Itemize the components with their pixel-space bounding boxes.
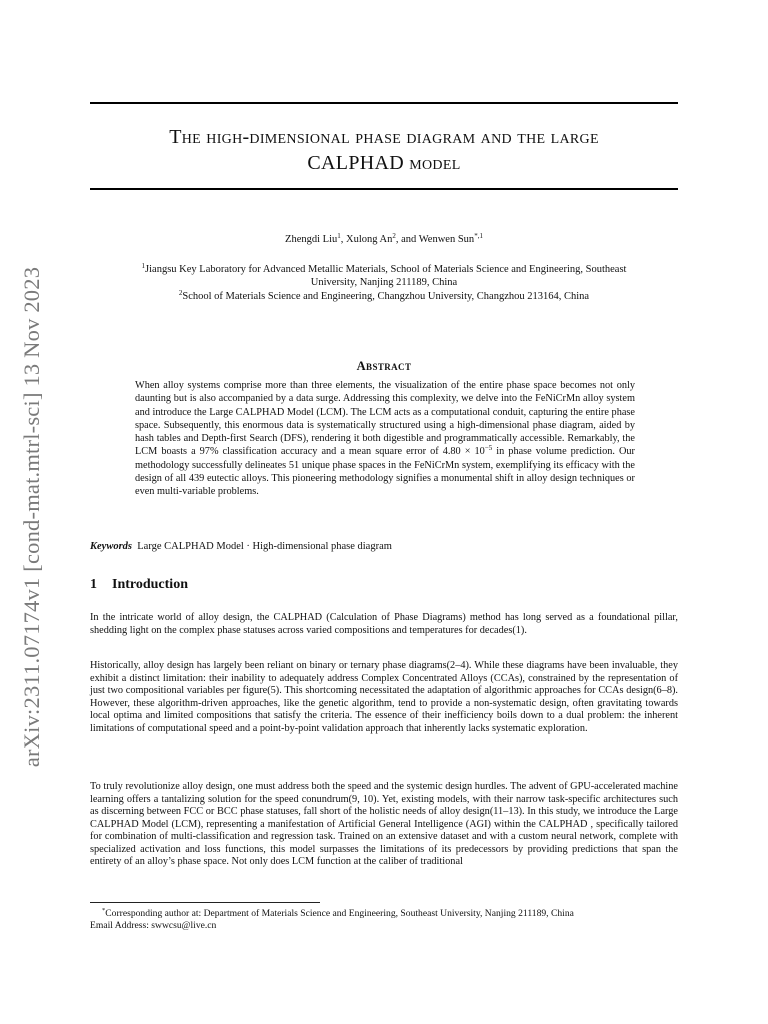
affiliation-mark: 2	[178, 289, 183, 297]
author-list	[90, 234, 678, 245]
keywords-label: Keywords	[90, 541, 132, 552]
affiliation-mark: 1	[141, 262, 146, 270]
affiliation-2	[90, 290, 678, 303]
abstract-text: When alloy systems comprise more than three elements, the visualization of the entire phase space becomes not only daunting but is also accompanied by a data surge. Addressing this complexity, we delve into the FeNiCrMn alloy system and introduce the Large CALPHAD Model (LCM). The LCM acts as a computational conduit, capturing the entire phase space. Subsequently, this enormous data is systematically structured using a high-dimensional phase diagram, aided by hash tables and Depth-first Search (DFS), rendering it both digestible and programmatically accessible. Remarkably, the LCM boasts a 97% classification accuracy and a mean square error of	[135, 380, 635, 458]
keywords-line	[90, 541, 678, 552]
paragraph: Historically, alloy design has largely been reliant on binary or ternary phase diagrams(2–4). While these diagrams have been invaluable, they exhibit a distinct limitation: their inability to adequately address Complex Concentrated Alloys (CCAs), constrained by the representation of just two compositional variables per figure(5). This shortcoming necessitated the adaptation of algorithmic approaches for CCAs design(6–8). However, these algorithm-driven approaches, like the genetic algorithm, tend to provide a non-systematic design, often gravitating towards local optima and limited compositions that satisfy the criteria. The essence of their inefficiency boils down to a dual problem: the inherent limitations of computational speed and a point-by-point validation approach that inherently lacks systematic exploration.	[90, 660, 678, 734]
footnote	[90, 908, 678, 932]
affiliation-1	[90, 263, 678, 289]
affiliation-text: School of Materials Science and Engineering, Changzhou University, Changzhou 213164, China	[182, 291, 590, 302]
section-number: 1	[90, 577, 97, 592]
affiliation-text: University, Nanjing 211189, China	[310, 277, 458, 288]
paragraph: To truly revolutionize alloy design, one must address both the speed and the systemic design hurdles. The advent of GPU-accelerated machine learning offers a tantalizing solution for the speed conundrum(9, 10). Yet, existing models, with their narrow task-specific architectures such as discerning between FCC or BCC phase statuses, fall short of the holistic needs of alloy design(11–13). In this study, we introduce the Large CALPHAD Model (LCM), representing a manifestation of Artificial General Intelligence (AGI) within the CALPHAD , specifically tailored for combination of multi-classification and regression task. Trained on an extensive dataset and with a custom neural network, complete with specialized activation and loss functions, this model surpasses the limitations of its predecessors by providing predictions that span the entirety of an alloy’s phase space. Not only does LCM function at the caliber of traditional	[90, 781, 678, 867]
top-rule	[90, 102, 678, 104]
author-affil-mark: *,1	[474, 232, 483, 240]
section-title: Introduction	[112, 577, 188, 592]
abstract-body	[135, 379, 635, 499]
author-affil-mark: 1	[337, 232, 341, 240]
arxiv-sidebar-stamp	[12, 222, 52, 812]
author-affil-mark: 2	[392, 232, 396, 240]
paragraph: In the intricate world of alloy design, the CALPHAD (Calculation of Phase Diagrams) method has long served as a foundational pillar, shedding light on the complex phase statuses across varied compositions and temperatures for decades(1).	[90, 612, 678, 636]
section-heading	[90, 577, 678, 593]
abstract-mse-value: 4.80 × 10	[442, 446, 485, 458]
author-name: , Xulong An	[340, 234, 393, 245]
abstract-text: in phase volume prediction. Our methodology successfully delineates 51 unique phase spaces in the FeNiCrMn system, exemplifying its efficacy with the design of all 439 eutectic alloys. This pioneering methodology signifies a monumental shift in alloy design techniques or even multi-variable problems.	[135, 446, 635, 498]
title-line-2: CALPHAD model	[307, 152, 461, 174]
keywords-text: Large CALPHAD Model · High-dimensional phase diagram	[137, 541, 392, 552]
footnote-email[interactable]: Email Address: swwcsu@live.cn	[90, 920, 217, 931]
abstract-heading: Abstract	[356, 359, 412, 373]
author-name: Zhengdi Liu	[285, 234, 338, 245]
author-name: , and Wenwen Sun	[395, 234, 475, 245]
title-bottom-rule	[90, 188, 678, 190]
footnote-rule	[90, 902, 320, 903]
paper-title	[90, 124, 678, 176]
arxiv-identifier: arXiv:2311.07174v1 [cond-mat.mtrl-sci] 13 Nov 2023	[19, 266, 44, 768]
footnote-text: Corresponding author at: Department of Materials Science and Engineering, Southeast University, Nanjing 211189, China	[105, 908, 574, 919]
abstract-mse-exponent: −5	[484, 444, 493, 453]
footnote-mark: *	[102, 907, 106, 914]
title-line-1: The high-dimensional phase diagram and the large	[169, 126, 599, 148]
affiliation-text: Jiangsu Key Laboratory for Advanced Metallic Materials, School of Materials Science and Engineering, Southeast	[145, 264, 627, 275]
